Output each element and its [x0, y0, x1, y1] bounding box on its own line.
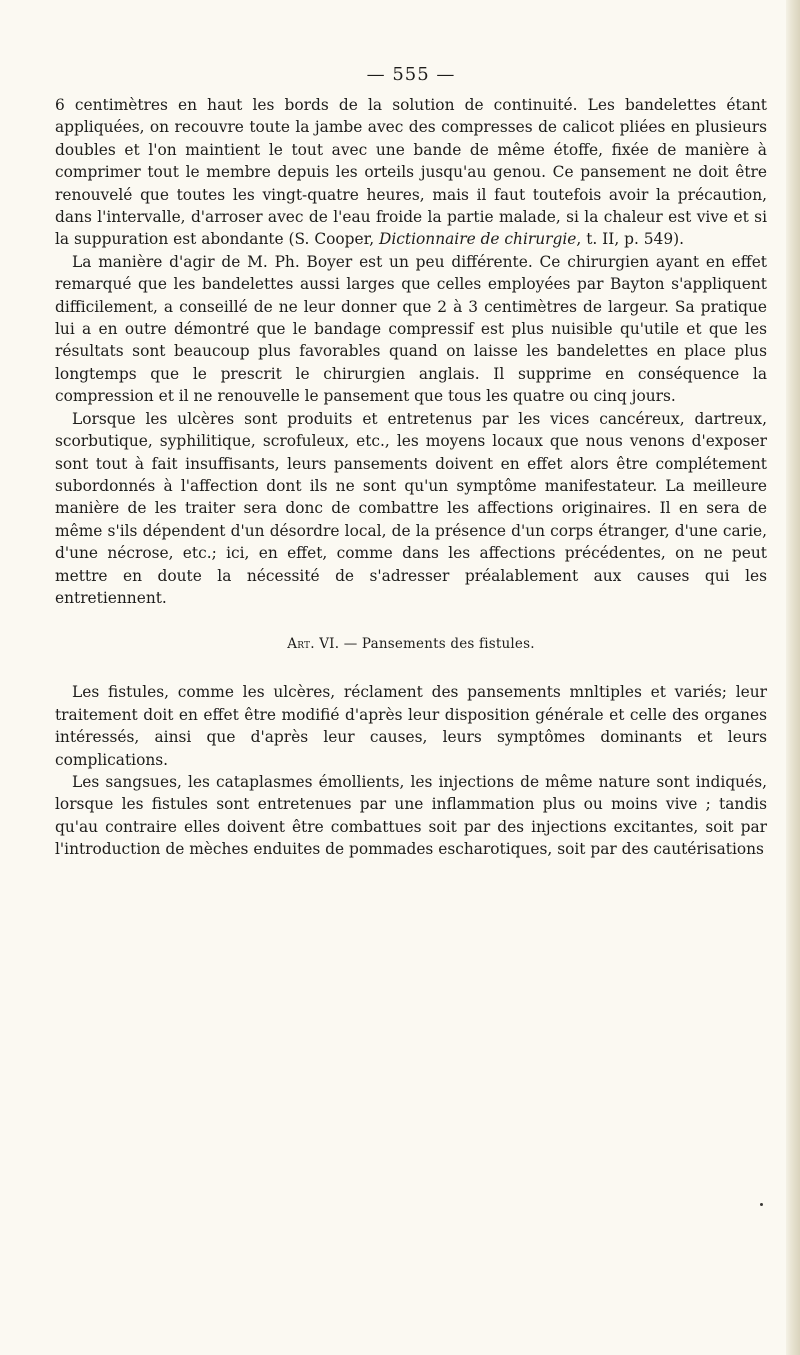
section-article-label: Art. VI.	[287, 636, 340, 653]
paragraph-1-text: 6 centimètres en haut les bords de la solution de continuité. Les bandelettes étant appliquées, on recouvre toute la jambe avec des compresses de calicot pliées en plusieurs doubles et l'on maintient le tout avec une bande de même étoffe, fixée de manière à comprimer tout le membre depuis les orteils jusqu'au genou. Ce pansement ne doit être renouvelé que toutes les vingt-quatre heures, mais il faut toutefois avoir la précaution, dans l'intervalle, d'arroser avec de l'eau froide la partie malade, si la chaleur est vive et si la suppuration est abondante (S. Cooper,	[55, 96, 767, 249]
page-number: — 555 —	[366, 64, 456, 85]
ink-speck	[760, 1203, 763, 1206]
document-page	[55, 62, 767, 861]
section-title: — Pansements des fistules.	[339, 636, 535, 653]
citation-reference: , t. II, p. 549).	[576, 230, 685, 249]
paragraph-ulceres-vices: Lorsque les ulcères sont produits et entretenus par les vices cancéreux, dartreux, scorbutique, syphilitique, scrofuleux, etc., les moyens locaux que nous venons d'exposer sont tout à fait insuffisants, leurs pansements doivent en effet alors être complétement subordonnés à l'affection dont ils ne sont qu'un symptôme manifestateur. La meilleure manière de les traiter sera donc de combattre les affections originaires. Il en sera de même s'ils dépendent d'un désordre local, de la présence d'un corps étranger, d'une carie, d'une nécrose, etc.; ici, en effet, comme dans les affections précédentes, on ne peut mettre en doute la nécessité de s'adresser préalablement aux causes qui les entretiennent.	[55, 409, 767, 607]
citation-title: Dictionnaire de chirurgie	[379, 230, 577, 249]
paragraph-fistules: Les fistules, comme les ulcères, réclament des pansements mnltiples et variés; leur traitement doit en effet être modifié d'après leur disposition générale et celle des organes intéressés, ainsi que d'après leur causes, leurs symptômes dominants et leurs complications.	[55, 683, 767, 769]
paragraph-boyer: La manière d'agir de M. Ph. Boyer est un peu différente. Ce chirurgien ayant en effet remarqué que les bandelettes aussi larges que celles employées par Bayton s'appliquent difficilement, a conseillé de ne leur donner que 2 à 3 centimètres de largeur. Sa pratique lui a en outre démontré que le bandage compressif est plus nuisible qu'utile et que les résultats sont beaucoup plus favorables quand on laisse les bandelettes en place plus longtemps que le prescrit le chirurgien anglais. Il supprime en conséquence la compression et il ne renouvelle le pansement que tous les quatre ou cinq jours.	[55, 252, 767, 406]
paragraph-sangsues: Les sangsues, les cataplasmes émollients, les injections de même nature sont indiqués, lorsque les fistules sont entretenues par une inflammation plus ou moins vive ; tandis qu'au contraire elles doivent être combattues soit par des injections excitantes, soit par l'introduction de mèches enduites de pommades escharotiques, soit par des cautérisations	[55, 772, 767, 859]
paragraph-bandelettes	[55, 94, 767, 251]
page-edge-shadow	[786, 0, 800, 1355]
section-heading	[55, 633, 767, 655]
